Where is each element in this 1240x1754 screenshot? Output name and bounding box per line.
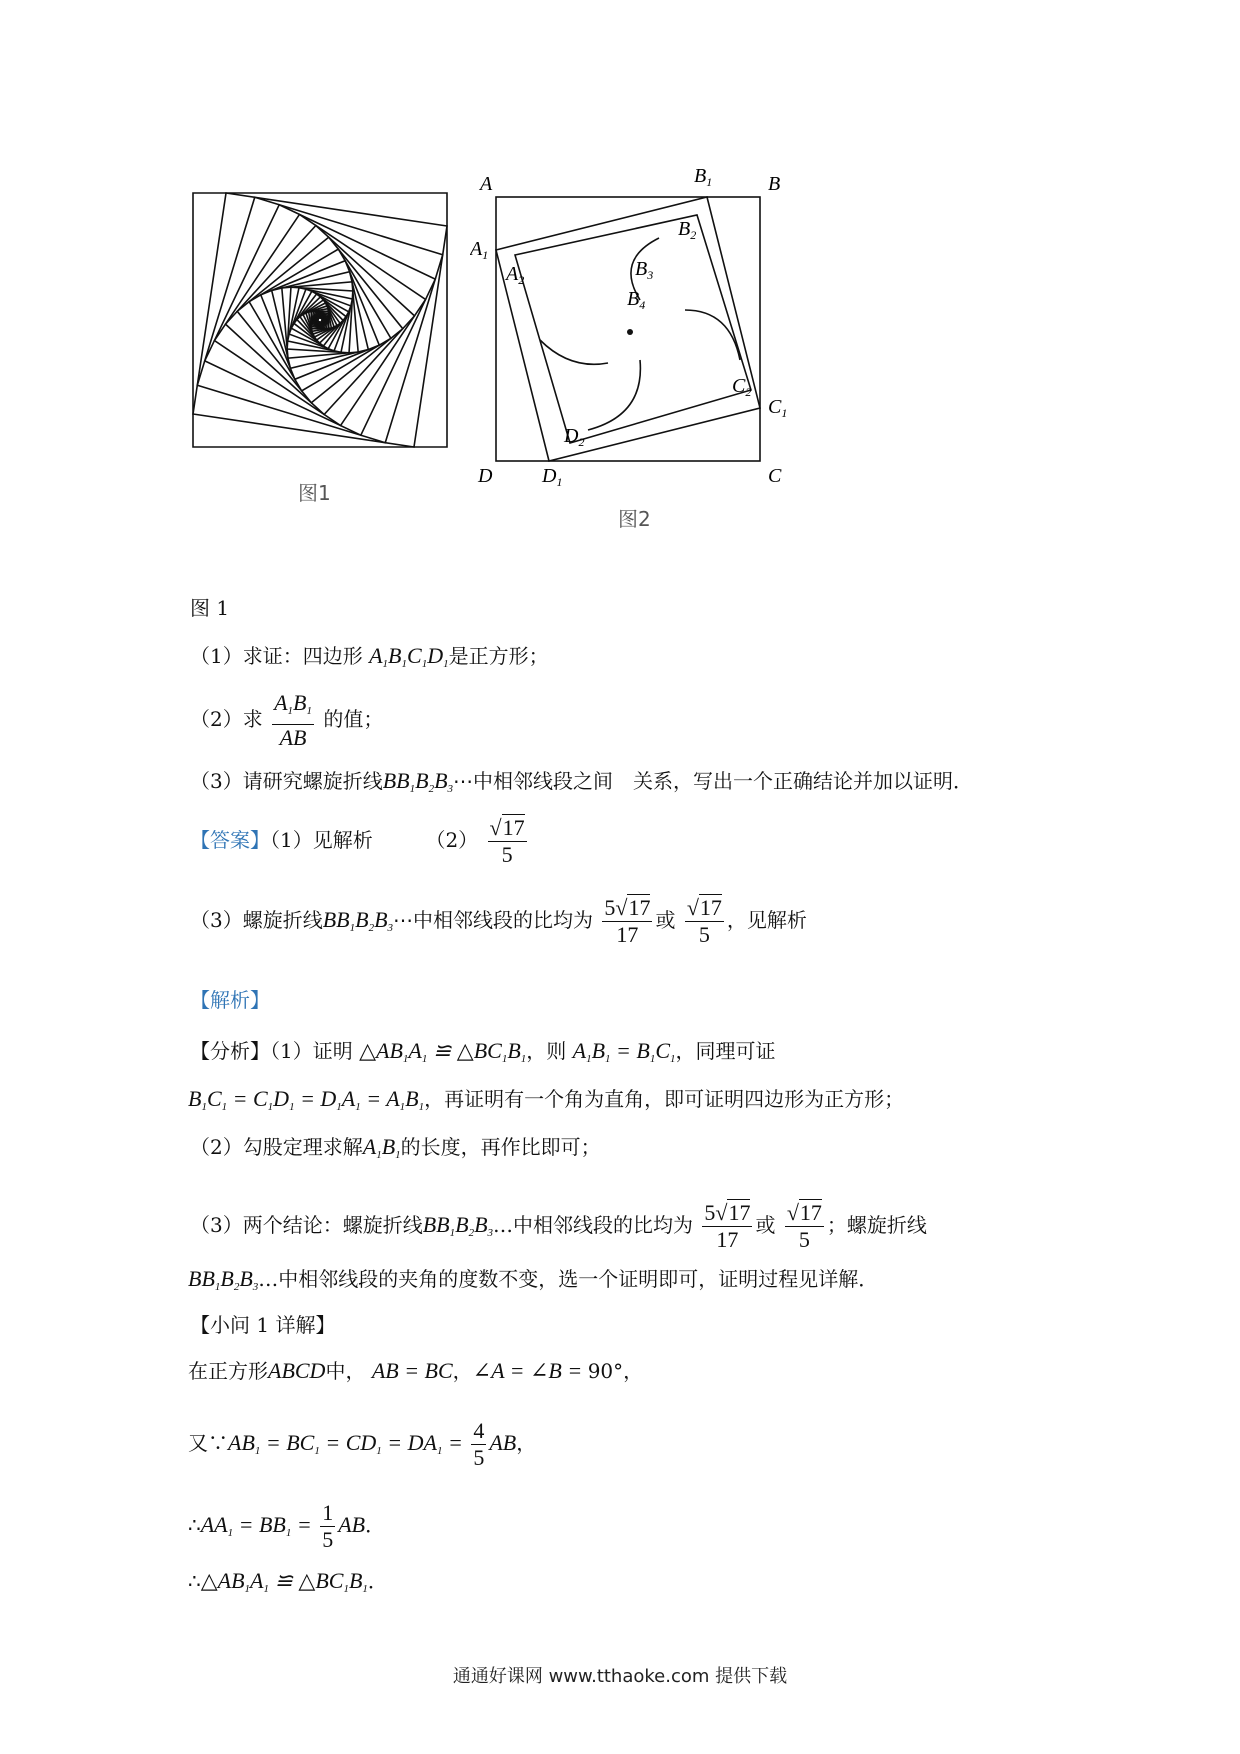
question-1: （1）求证：四边形 $A_1B_1C_1D_1$是正方形； (190, 643, 549, 670)
label-B1: $B_1$ (694, 165, 713, 189)
label-A2: $A_2$ (506, 263, 525, 287)
spiral-square (297, 297, 343, 343)
label-A: A (480, 173, 493, 195)
answer-line: 【答案】（1）见解析 （2） $\frac{√17}{5}$ (190, 815, 525, 867)
detail-3: $\therefore AA_1 = BB_1$ = $\frac{1}{5}$ AB． (188, 1500, 386, 1552)
label-C: C (768, 465, 782, 487)
detail-1: 在正方形ABCD中， AB = BC，∠A = ∠B = 90°， (188, 1358, 644, 1383)
center-point (627, 329, 633, 335)
analysis-1: 【分析】（1）证明 $\triangle AB_1A_1$ ≌ $\triangle BC_1B_1$，则 $A_1B_1 = B_1C_1$，同理可证 (190, 1038, 776, 1065)
square-a2b2c2d2 (515, 215, 751, 443)
spiral-arc-bottom (588, 360, 640, 430)
figure-1-caption: 图1 (298, 481, 331, 505)
analysis-5: $BB_1B_2B_3\dots$中相邻线段的夹角的度数不变，选一个证明即可，证明过程见详解． (188, 1266, 879, 1293)
spiral-square (291, 291, 348, 348)
square-abcd (496, 197, 760, 461)
figure-1-spiral-squares (190, 190, 450, 450)
spiral-square (282, 282, 358, 358)
analysis-3: （2）勾股定理求解$A_1B_1$的长度，再作比即可； (190, 1134, 601, 1161)
label-D2: $D_2$ (564, 425, 585, 449)
label-B3: $B_3$ (635, 258, 654, 282)
figure-2-geometry (470, 160, 810, 490)
answer-3: （3）螺旋折线$BB_1B_2B_3\cdots$中相邻线段的比均为 $\frac{5√17}{17}$ 或 $\frac{√17}{5}$ ，见解析 (190, 895, 807, 947)
spiral-square (197, 197, 442, 442)
label-B: B (768, 173, 781, 195)
detail-2: 又$\because AB_1 = BC_1 = CD_1 = DA_1$ = $\frac{4}{5}$ AB， (188, 1418, 537, 1470)
spiral-square (193, 193, 447, 447)
spiral-square (193, 193, 447, 447)
spiral-square (237, 237, 403, 403)
label-B2: $B_2$ (678, 218, 697, 242)
answer-tag: 【答案】 (190, 828, 270, 852)
figure-2-caption: 图2 (618, 507, 651, 531)
analysis-tag: 【解析】 (190, 988, 270, 1012)
spiral-square (205, 205, 435, 435)
detail-4: $\therefore\triangle AB_1A_1$ ≌ $\triangle BC_1B_1$． (188, 1568, 388, 1595)
label-C1: $C_1$ (768, 396, 788, 420)
label-A1: $A_1$ (470, 238, 489, 262)
spiral-square (214, 214, 425, 425)
spiral-square (272, 272, 369, 369)
heading-fig1: 图 1 (190, 596, 230, 620)
page-footer: 通通好课网 www.tthaoke.com 提供下载 (452, 1666, 788, 1687)
spiral-square (318, 318, 322, 322)
question-2: （2）求 $\frac{A_1B_1}{AB}$ 的值； (190, 690, 384, 750)
question-3: （3）请研究螺旋折线$BB_1B_2B_3\cdots$中相邻线段之间 关系，写出一个正确结论并加以证明． (190, 768, 974, 795)
detail-tag: 【小问 1 详解】 (190, 1313, 336, 1337)
label-D1: $D_1$ (542, 465, 563, 489)
analysis-2: $B_1C_1 = C_1D_1 = D_1A_1 = A_1B_1$，再证明有一个角为直角，即可证明四边形为正方形； (188, 1086, 905, 1113)
square-a1b1c1d1 (496, 197, 760, 461)
label-B4: $B_4$ (627, 288, 646, 312)
spiral-arc-right (685, 310, 740, 360)
spiral-square (225, 225, 414, 414)
label-D: D (478, 465, 493, 487)
analysis-4: （3）两个结论：螺旋折线$BB_1B_2B_3\dots$中相邻线段的比均为 $\frac{5√17}{17}$ 或 $\frac{√17}{5}$ ；螺旋折线 (190, 1200, 927, 1252)
label-C2: $C_2$ (732, 375, 752, 399)
spiral-arc-left (540, 340, 608, 364)
